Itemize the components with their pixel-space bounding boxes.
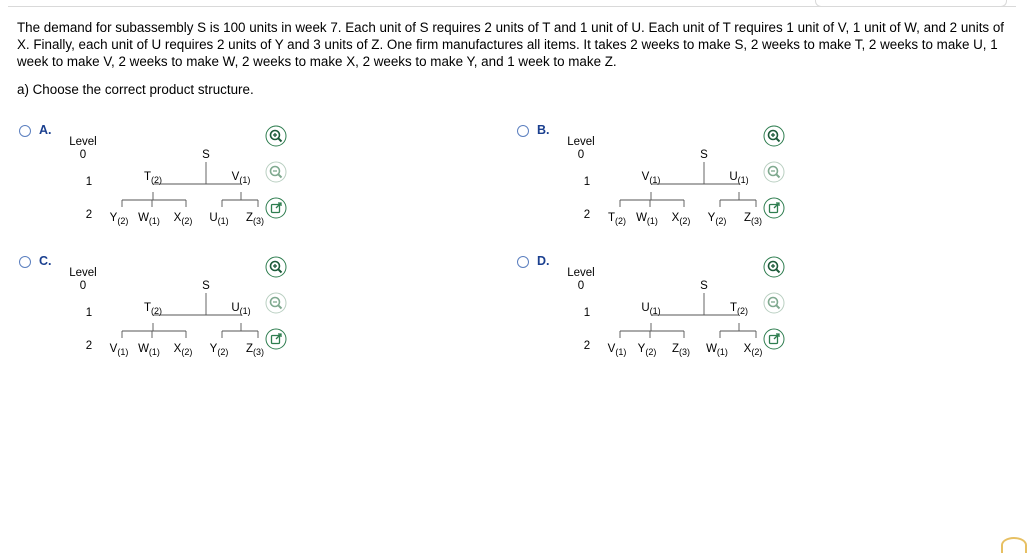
level2-item-z: $Z_{(3)}$ [245,343,265,357]
level2-item-t: $T_{(2)}$ [607,212,627,226]
level2-item-x: $X_{(2)}$ [173,343,193,357]
level-0-label: 0 [577,149,585,161]
level-1-label: 1 [85,176,93,188]
option-a-letter: A. [39,123,52,137]
option-c-tools [265,255,295,365]
level1-item-v: $V_{(1)}$ [641,171,661,185]
level2-item-z: $Z_{(3)}$ [743,212,763,226]
level-0-label: 0 [79,149,87,161]
option-d-letter: D. [537,254,550,268]
zoom-in-icon[interactable] [265,256,287,278]
product-structure-tree [547,261,763,361]
option-b[interactable] [517,124,837,254]
level-2-label: 2 [85,340,93,352]
level2-item-u: $U_{(1)}$ [209,212,229,226]
level2-item-z: $Z_{(3)}$ [671,343,691,357]
level1-item-t: $T_{(2)}$ [143,171,163,185]
option-a-tree [49,130,265,230]
level2-item-x: $X_{(2)}$ [173,212,193,226]
level2-item-y: $Y_{(2)}$ [209,343,229,357]
option-d-tree [547,261,763,361]
level-2-label: 2 [85,209,93,221]
level-1-label: 1 [85,307,93,319]
level2-item-w: $W_{(1)}$ [636,212,658,226]
option-d-radio[interactable] [517,256,529,268]
option-c-letter: C. [39,254,52,268]
option-c-tree [49,261,265,361]
option-d-tools [763,255,793,365]
popout-icon[interactable] [265,328,287,350]
level1-item-u: $U_{(1)}$ [729,171,749,185]
zoom-out-icon[interactable] [763,161,785,183]
top-tab-outline [815,0,1007,7]
product-structure-tree [49,130,265,230]
level1-item-t: $T_{(2)}$ [729,302,749,316]
level2-item-v: $V_{(1)}$ [109,343,129,357]
product-structure-tree [49,261,265,361]
option-a-radio[interactable] [19,125,31,137]
option-c-radio[interactable] [19,256,31,268]
option-d[interactable] [517,255,837,385]
question-prompt: a) Choose the correct product structure. [17,82,254,97]
zoom-out-icon[interactable] [265,292,287,314]
level-0-label: 0 [79,280,87,292]
level2-item-w: $W_{(1)}$ [138,212,160,226]
level2-item-y: $Y_{(2)}$ [637,343,657,357]
option-b-radio[interactable] [517,125,529,137]
root-item-s: S [202,280,210,292]
level2-item-w: $W_{(1)}$ [138,343,160,357]
level1-item-v: $V_{(1)}$ [231,171,251,185]
option-b-letter: B. [537,123,550,137]
option-b-tree [547,130,763,230]
root-item-s: S [700,149,708,161]
option-a-tools [265,124,295,234]
level2-item-w: $W_{(1)}$ [706,343,728,357]
popout-icon[interactable] [763,328,785,350]
level-header: Level [69,267,97,279]
zoom-in-icon[interactable] [763,125,785,147]
level-2-label: 2 [583,209,591,221]
zoom-out-icon[interactable] [265,161,287,183]
level2-item-x: $X_{(2)}$ [743,343,763,357]
root-item-s: S [700,280,708,292]
root-item-s: S [202,149,210,161]
level-header: Level [567,136,595,148]
level1-item-u: $U_{(1)}$ [231,302,251,316]
popout-icon[interactable] [763,197,785,219]
option-b-tools [763,124,793,234]
level2-item-x: $X_{(2)}$ [671,212,691,226]
level1-item-t: $T_{(2)}$ [143,302,163,316]
question-text: The demand for subassembly S is 100 units in week 7. Each unit of S requires 2 units of T and 1 unit of U. Each unit of T requires 1 unit of V, 1 unit of W, and 2 units of X. Finally, each unit of U requires 2 units of Y and 3 units of Z. One firm manufactures all items. It takes 2 weeks to make S, 2 weeks to make T, 2 weeks to make U, 1 week to make V, 2 weeks to make W, 2 weeks to make X, 2 weeks to make Y, and 1 week to make Z. [17,20,1005,69]
level1-item-u: $U_{(1)}$ [641,302,661,316]
zoom-out-icon[interactable] [763,292,785,314]
option-a[interactable] [19,124,339,254]
level-1-label: 1 [583,176,591,188]
level-1-label: 1 [583,307,591,319]
level2-item-z: $Z_{(3)}$ [245,212,265,226]
zoom-in-icon[interactable] [265,125,287,147]
level-header: Level [69,136,97,148]
level-header: Level [567,267,595,279]
level2-item-y: $Y_{(2)}$ [707,212,727,226]
level2-item-v: $V_{(1)}$ [607,343,627,357]
level2-item-y: $Y_{(2)}$ [109,212,129,226]
level-0-label: 0 [577,280,585,292]
product-structure-tree [547,130,763,230]
level-2-label: 2 [583,340,591,352]
zoom-in-icon[interactable] [763,256,785,278]
corner-widget [1001,537,1027,553]
option-c[interactable] [19,255,339,385]
popout-icon[interactable] [265,197,287,219]
